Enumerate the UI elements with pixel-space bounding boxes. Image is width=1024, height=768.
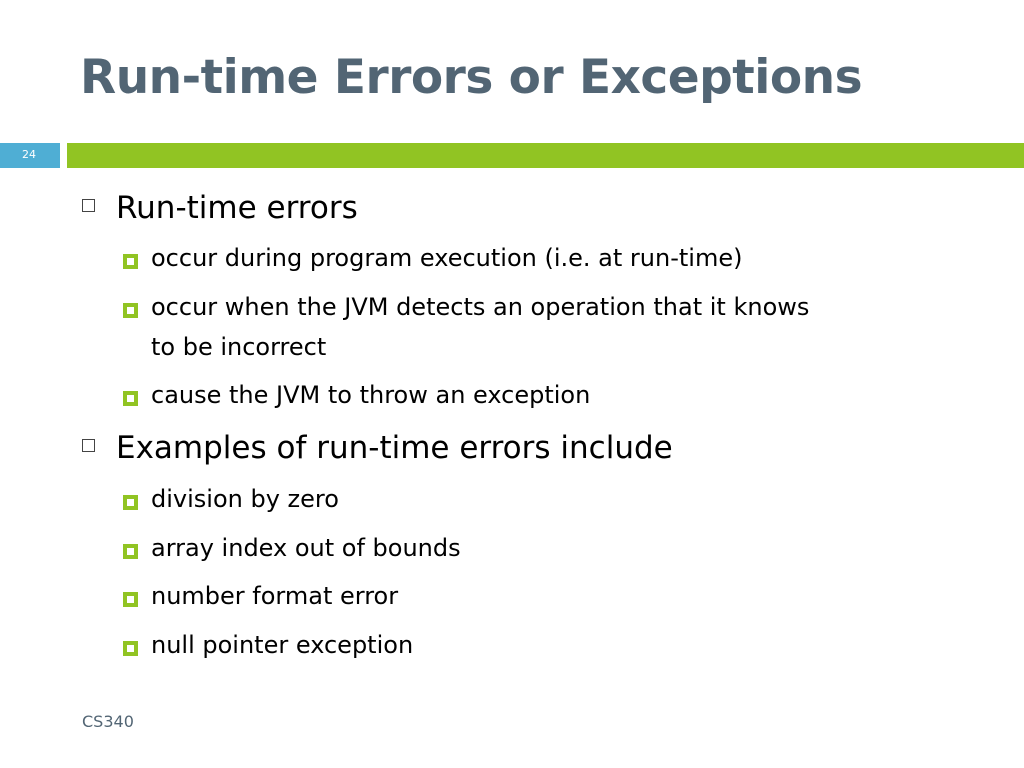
square-bullet-icon — [123, 641, 138, 656]
hollow-square-bullet-icon — [82, 439, 95, 452]
bullet-text: Examples of run-time errors include — [116, 430, 673, 466]
slide-number: 24 — [22, 148, 36, 161]
footer-course-code: CS340 — [82, 712, 134, 731]
sub-bullet-text: occur during program execution (i.e. at run-time) — [151, 244, 743, 272]
sub-bullet-text: division by zero — [151, 485, 339, 513]
hollow-square-bullet-icon — [82, 199, 95, 212]
sub-bullet-text: to be incorrect — [151, 333, 327, 361]
sub-bullet-text: number format error — [151, 582, 399, 610]
square-bullet-icon — [123, 592, 138, 607]
sub-bullet-text: cause the JVM to throw an exception — [151, 381, 591, 409]
slide-title: Run-time Errors or Exceptions — [80, 50, 863, 105]
square-bullet-icon — [123, 254, 138, 269]
bullet-text: Run-time errors — [116, 190, 358, 226]
square-bullet-icon — [123, 495, 138, 510]
accent-bar — [67, 143, 1024, 168]
square-bullet-icon — [123, 544, 138, 559]
sub-bullet-text: occur when the JVM detects an operation that it knows — [151, 293, 810, 321]
square-bullet-icon — [123, 391, 138, 406]
sub-bullet-text: null pointer exception — [151, 631, 414, 659]
sub-bullet-text: array index out of bounds — [151, 534, 461, 562]
square-bullet-icon — [123, 303, 138, 318]
